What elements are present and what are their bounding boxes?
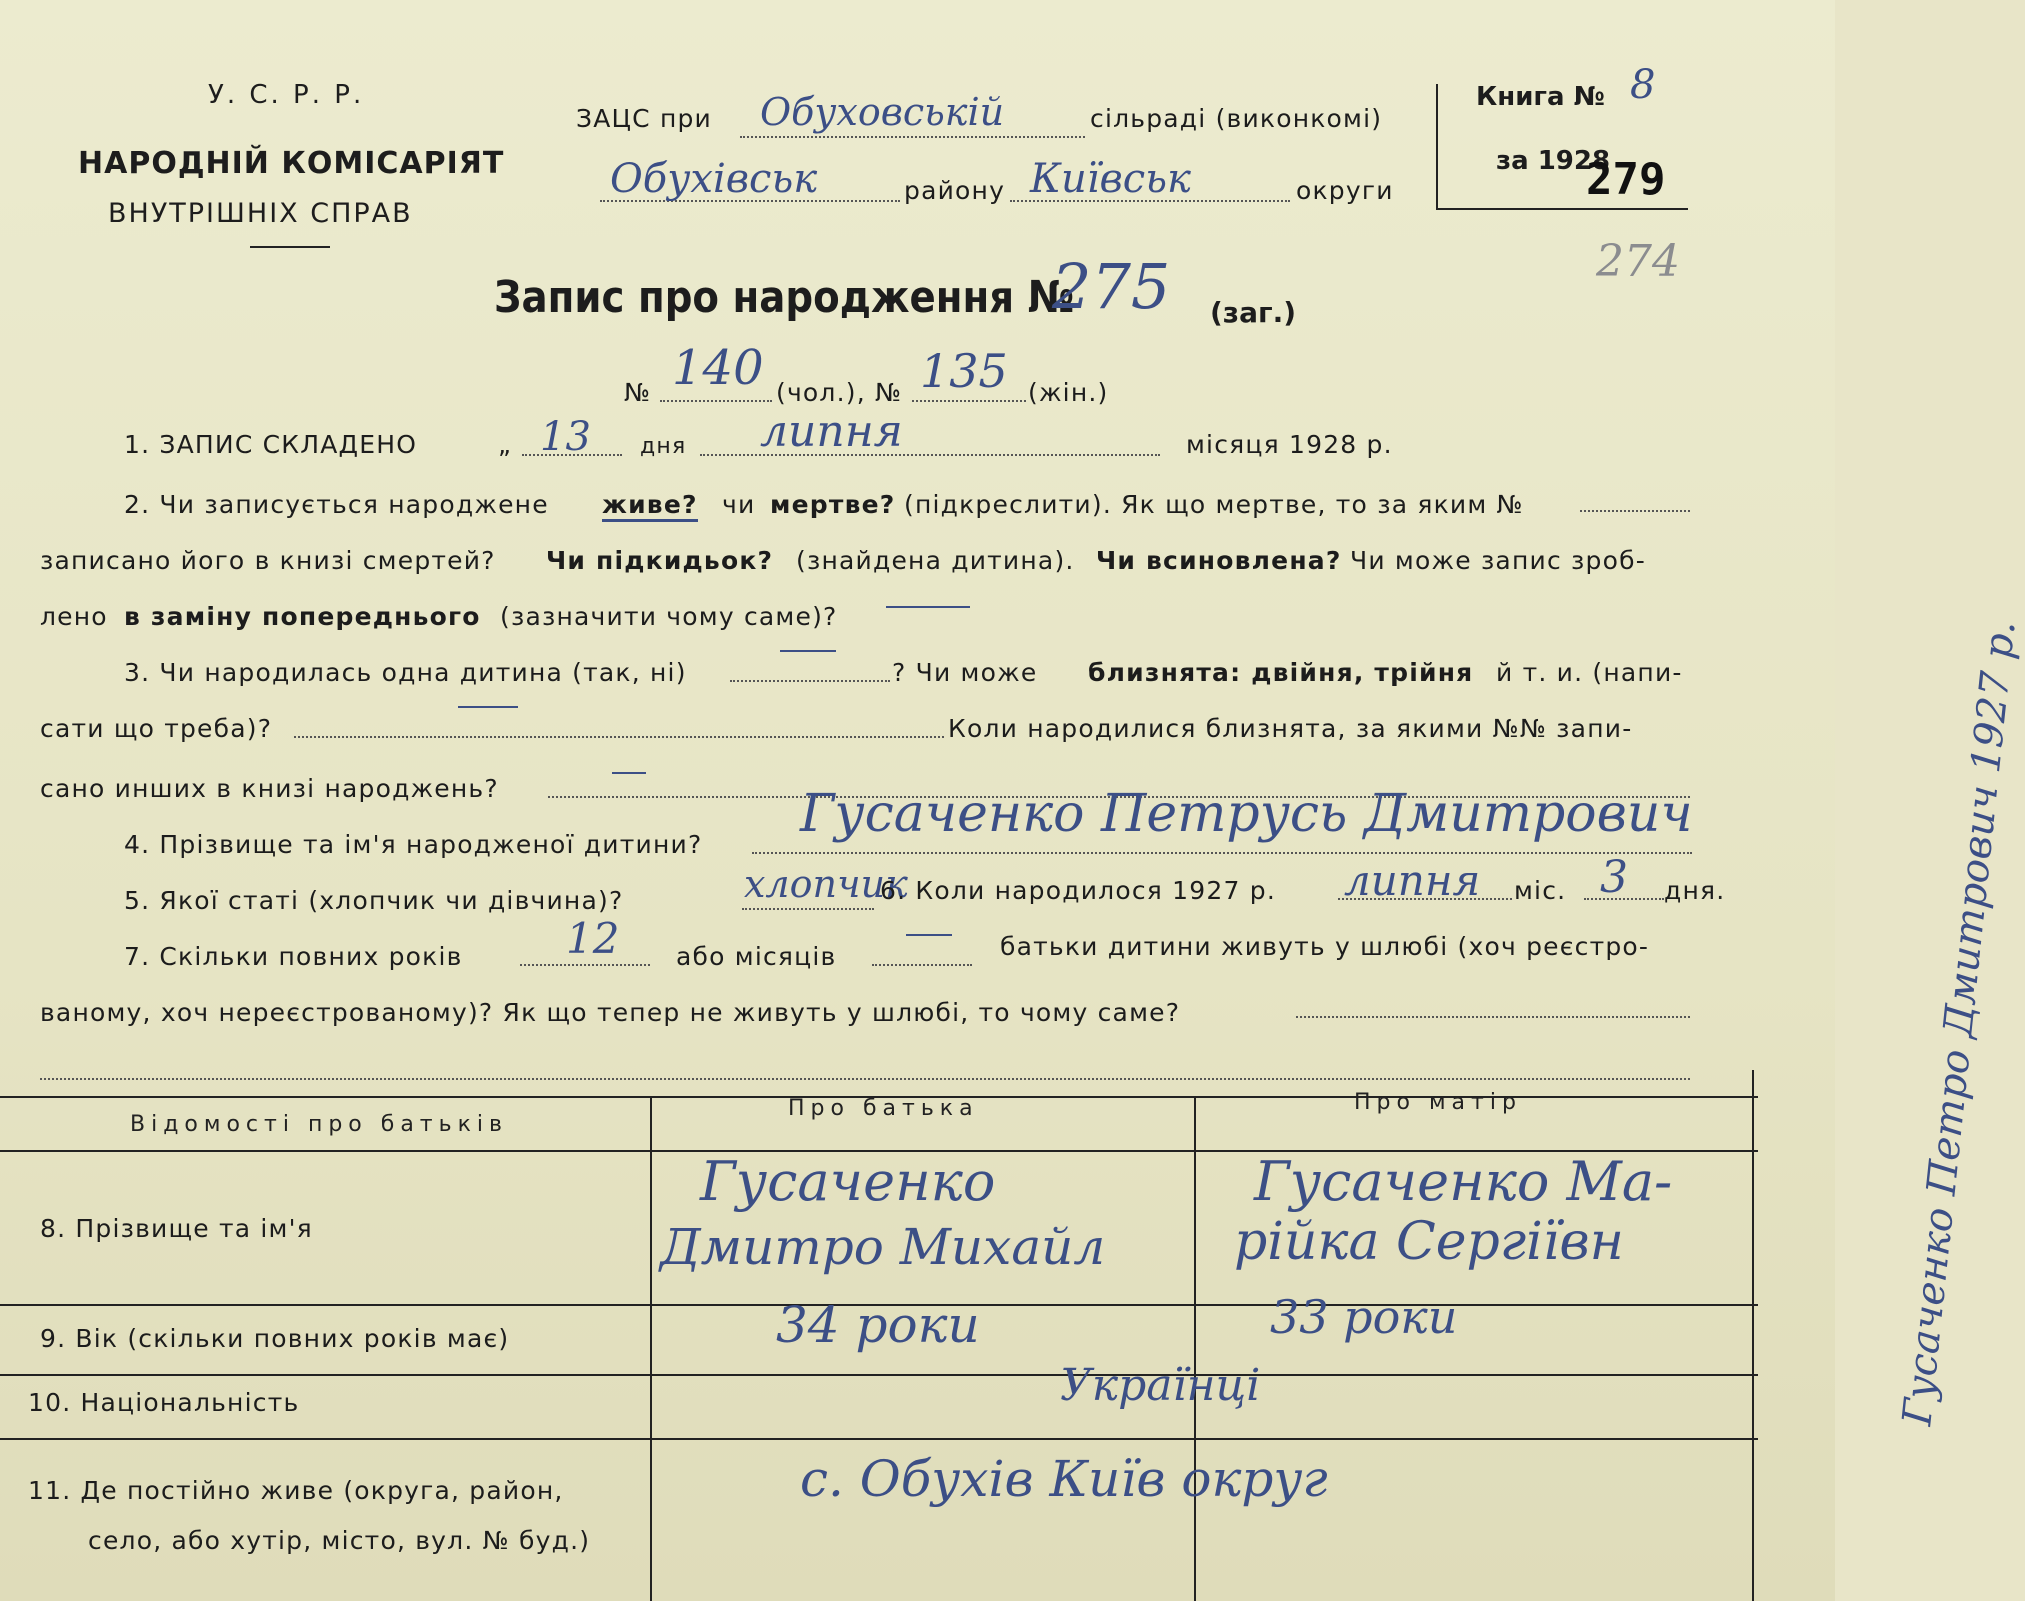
q6-day-handwritten: 3 (1600, 852, 1628, 903)
record-title: Запис про народження № (494, 272, 1075, 323)
q3-single-child-line (730, 680, 890, 682)
zacs-prefix: ЗАЦС при (576, 104, 713, 133)
q2-replacement: в заміну попереднього (124, 602, 481, 631)
male-number-line (660, 400, 772, 402)
margin-pencil-number: 274 (1596, 236, 1680, 287)
q1-day-handwritten: 13 (540, 414, 591, 460)
q4-name-line (752, 852, 1692, 854)
q2-death-number-line (1580, 510, 1690, 512)
row8-father-handwritten-1: Гусаченко (700, 1150, 996, 1213)
raion-handwritten: Обухівськ (610, 156, 818, 202)
row9-border (0, 1374, 1758, 1376)
row8-label: 8. Прізвище та ім'я (40, 1214, 313, 1243)
q7-reason-line (1296, 1016, 1690, 1018)
q2-line3-a: лено (40, 602, 108, 631)
q3-underline-mark (458, 706, 518, 708)
table-col-divider-1 (650, 1096, 652, 1601)
q7-months-dash (906, 934, 952, 936)
q1-label: 1. ЗАПИС СКЛАДЕНО (124, 430, 418, 459)
commissariat-subtitle: ВНУТРІШНІХ СПРАВ (108, 198, 413, 229)
header-rule (250, 246, 330, 248)
female-number-line (912, 400, 1026, 402)
table-header-info: Відомості про батьків (130, 1112, 508, 1137)
row10-label: 10. Національність (28, 1388, 300, 1417)
q5-label: 5. Якої статі (хлопчик чи дівчина)? (124, 886, 624, 915)
male-label: (чол.), № (776, 378, 903, 407)
q7-label-a: 7. Скільки повних років (124, 942, 463, 971)
table-header-mother: Про матір (1354, 1090, 1522, 1115)
row8-mother-handwritten-1: Гусаченко Ма- (1254, 1150, 1673, 1213)
selrada-suffix: сільраді (виконкомі) (1090, 104, 1383, 133)
row9-father-handwritten: 34 роки (776, 1296, 980, 1354)
q3-line2-a: сати що треба)? (40, 714, 273, 743)
q5-sex-line (742, 908, 874, 910)
book-year: за 1928 (1496, 146, 1611, 176)
margin-handwritten-note: Гусаченко Петро Дмитрович 1927 р. (1894, 618, 2025, 1428)
q7-years-handwritten: 12 (566, 914, 620, 963)
okruha-handwritten: Київськ (1030, 156, 1191, 202)
q3-line1-a: 3. Чи народилась одна дитина (так, ні) (124, 658, 687, 687)
table-right-border (1752, 1070, 1754, 1601)
q1-day-label: дня (640, 434, 687, 459)
q2-adopted: Чи всиновлена? (1096, 546, 1342, 575)
okruha-label: округи (1296, 176, 1394, 205)
q7-years-line (520, 964, 650, 966)
commissariat-title: НАРОДНІЙ КОМІСАРІЯТ (78, 146, 505, 181)
raion-label: району (904, 176, 1006, 205)
q3-line3-a: сано инших в книзі народжень? (40, 774, 499, 803)
q3-twins-line (294, 736, 944, 738)
book-box-bottom (1436, 208, 1688, 210)
q1-month-handwritten: липня (760, 406, 903, 457)
q1-quote: „ (498, 430, 513, 459)
male-number-handwritten: 140 (672, 340, 764, 396)
row8-father-handwritten-2: Дмитро Михайл (660, 1218, 1106, 1276)
q4-name-handwritten: Гусаченко Петрусь Дмитрович (800, 784, 1693, 844)
row11-label-line1: 11. Де постійно живе (округа, район, (28, 1476, 564, 1505)
q5-sex-handwritten: хлопчик (744, 862, 908, 906)
q2-line1-c: (підкреслити). Як що мертве, то за яким № (904, 490, 1524, 519)
q2-dash-answer (886, 606, 970, 608)
record-number-suffix: (заг.) (1210, 296, 1297, 329)
row11-residence-handwritten: с. Обухів Київ округ (800, 1450, 1328, 1508)
q4-label: 4. Прізвище та ім'я народженої дитини? (124, 830, 703, 859)
row11-label-line2: село, або хутір, місто, вул. № буд.) (88, 1526, 591, 1555)
book-number-handwritten: 8 (1630, 62, 1656, 108)
q3-dash-answer (780, 650, 836, 652)
row10-nationality-handwritten: Українці (1060, 1360, 1261, 1411)
selrada-line (740, 136, 1085, 138)
q3-line1-b: ? Чи може (892, 658, 1038, 687)
q2-line1-b: чи (722, 490, 756, 519)
q7-extra-line (40, 1078, 1690, 1080)
q3-other-dash (612, 772, 646, 774)
row10-border (0, 1438, 1758, 1440)
q7-line2: ваному, хоч нереєстрованому)? Як що тепер не живуть у шлюбі, то чому саме? (40, 998, 1181, 1027)
q3-line1-c: й т. и. (напи- (1496, 658, 1683, 687)
q7-label-b: або місяців (676, 942, 837, 971)
q6-month-handwritten: липня (1344, 856, 1481, 905)
q7-months-line (872, 964, 972, 966)
table-col-divider-2 (1194, 1096, 1196, 1601)
q2-line1-a: 2. Чи записується народжене (124, 490, 549, 519)
q6-month-label: міс. (1514, 876, 1567, 905)
sub-no-sign: № (624, 378, 652, 407)
book-box-border (1436, 84, 1438, 210)
q1-month-label: місяця 1928 р. (1186, 430, 1393, 459)
q7-label-c: батьки дитини живуть у шлюбі (хоч реєстро- (1000, 932, 1650, 961)
q2-line2-a: записано його в книзі смертей? (40, 546, 496, 575)
state-label: У. С. Р. Р. (208, 80, 365, 110)
q2-line2-b: (знайдена дитина). (796, 546, 1075, 575)
record-number-handwritten: 275 (1052, 250, 1171, 323)
row8-mother-handwritten-2: рійка Сергіївн (1234, 1212, 1624, 1272)
q2-dead-option: мертве? (770, 490, 896, 519)
row9-label: 9. Вік (скільки повних років має) (40, 1324, 510, 1353)
table-header-father: Про батька (788, 1096, 979, 1121)
q2-line2-c: Чи може запис зроб- (1350, 546, 1646, 575)
female-label: (жін.) (1028, 378, 1109, 407)
q3-line2-b: Коли народилися близнята, за якими №№ запи- (948, 714, 1633, 743)
row9-mother-handwritten: 33 роки (1270, 1290, 1458, 1344)
selrada-handwritten: Обуховській (760, 90, 1005, 134)
q6-label: 6. Коли народилося 1927 р. (880, 876, 1276, 905)
q2-alive-option: живе? (602, 490, 698, 522)
q3-twins-options: близнята: двійня, трійня (1088, 658, 1474, 687)
female-number-handwritten: 135 (920, 344, 1008, 398)
book-label: Книга № (1476, 82, 1605, 112)
q2-foundling: Чи підкидьок? (546, 546, 774, 575)
q2-line3-b: (зазначити чому саме)? (500, 602, 838, 631)
stamp-number: 279 (1586, 154, 1666, 205)
q6-day-label: дня. (1664, 876, 1726, 905)
